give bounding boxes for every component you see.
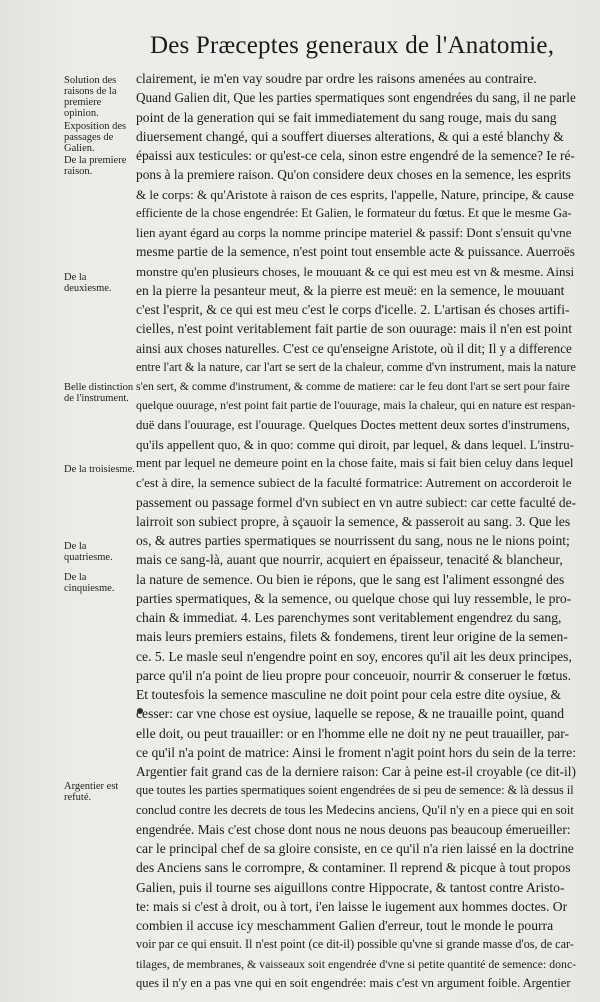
- text-line: duë dans l'ouurage, est l'ouurage. Quelques Doctes mettent deux sortes d'instrumens,: [136, 417, 570, 432]
- text-line: parties spermatiques, & la semence, ou quelque chose qui luy ressemble, le pro-: [136, 590, 572, 606]
- text-line: parce qu'il n'a point de lieu propre pour conceuoir, nourrir & conseruer le fœtus.: [136, 667, 572, 683]
- text-line: pons à la premiere raison. Qu'on considere deux choses en la semence, les esprits: [136, 167, 571, 183]
- text-line: point de la generation qui se fait immediatement du sang rouge, mais du sang: [136, 109, 557, 125]
- text-line: la nature de semence. Ou bien ie répons, que le sang est l'aliment essongné des: [136, 571, 565, 587]
- text-line: cesser: car vne chose est oysiue, laquelle se repose, & ne trauaille point, quand: [136, 706, 565, 722]
- text-line: engendrée. Mais c'est chose dont nous ne nous deuons pas beaucoup émerueiller:: [136, 821, 571, 837]
- text-line: conclud contre les decrets de tous les Medecins anciens, Qu'il n'y en a piece qui en soit: [136, 802, 574, 817]
- text-line: diuersement changé, qui a souffert diuerses alterations, & qui a esté blanchy &: [136, 128, 564, 144]
- text-line: que toutes les parties spermatiques soient engendrées de si peu de semence: & là dessus il: [136, 783, 574, 798]
- text-line: en la pierre la pesanteur meut, & la pierre est meuë: en la semence, le mouuant: [136, 282, 565, 298]
- text-line: monstre qu'en plusieurs choses, le mouuant & ce qui est meu est vn & mesme. Ainsi: [136, 263, 575, 279]
- text-line: ce. 5. Le masle seul n'engendre point en soy, encores qu'il ait les deux principes,: [136, 648, 572, 664]
- text-line: mais leurs premiers estains, filets & fondemens, tirent leur origine de la semen-: [136, 629, 568, 645]
- text-line: ainsi aux choses naturelles. C'est ce qu'enseigne Aristote, où il dit; Il y a difference: [136, 340, 572, 356]
- text-line: mais ce sang-là, auant que nourrir, acquiert en épaisseur, tenacité & blancheur,: [136, 552, 563, 568]
- text-line: Argentier fait grand cas de la derniere raison: Car à peine est-il croyable (ce dit-il): [136, 764, 576, 779]
- text-line: tilages, de membranes, & vaisseaux soit engendrée d'vne si petite quantité de semence: donc-: [136, 956, 576, 971]
- text-line: car le principal chef de sa gloire consiste, en ce qu'il n'a rien laissé en la doctrine: [136, 841, 574, 856]
- text-line: Quand Galien dit, Que les parties spermatiques sont engendrées du sang, il ne parle: [136, 90, 576, 106]
- text-line: passement ou passage formel d'vn subiect en vn autre subiect: car cette faculté de-: [136, 494, 576, 510]
- text-line: Galien, puis il tourne ses aiguillons contre Hippocrate, & tantost contre Aristo-: [136, 879, 565, 895]
- text-line: te: mais si c'est à droit, ou à tort, i'en laisse le iugement aux hommes doctes. Or: [136, 898, 568, 914]
- text-line: qu'ils appellent quo, & in quo: comme qui diroit, par lequel, & dans lequel. L'instru-: [136, 436, 574, 452]
- running-head: Des Præceptes generaux de l'Anatomie,: [150, 32, 555, 59]
- text-line: ment par lequel ne demeure point en la chose faite, mais si fait bien celuy dans lequel: [136, 456, 574, 470]
- margin-note-cinquiesme: De la cinquiesme.: [64, 572, 115, 594]
- text-line: combien il accuse icy meschamment Galien d'erreur, tout le monde le pourra: [136, 918, 554, 933]
- margin-note-quatriesme: De la quatriesme.: [64, 541, 113, 563]
- margin-note-exposition: Exposition des passages de Galien.: [64, 121, 127, 154]
- text-line: chain & immediat. 4. Les parenchymes sont veritablement engendrez du sang,: [136, 610, 562, 625]
- margin-note-troisiesme: De la troisiesme.: [64, 464, 135, 475]
- text-line: des Anciens sans le corrompre, & contaminer. Il reprend & picque à tout propos: [136, 860, 571, 876]
- main-text: [136, 69, 576, 993]
- text-line: clairement, ie m'en vay soudre par ordre les raisons amenées au contraire.: [136, 71, 537, 86]
- text-line: lairroit son subiect propre, à sçauoir la semence, & passeroit au sang. 3. Que les: [136, 513, 571, 529]
- text-line: c'est l'esprit, & ce qui est meu c'est le corps d'icelle. 2. L'artisan és choses artifi-: [136, 302, 570, 317]
- text-line: ques il n'y en a pas vne qui en soit engendrée: mais c'est vn argument foible. Argentier: [136, 975, 571, 990]
- text-line: efficiente de la chose engendrée: Et Galien, le formateur du fœtus. Et que le mesme Ga-: [136, 205, 572, 220]
- text-line: voir par ce qui ensuit. Il n'est point (ce dit-il) possible qu'vne si grande masse d'os, de car-: [136, 937, 574, 952]
- text-line: c'est à dire, la semence subiect de la faculté formatrice: Autrement on accorderoit le: [136, 475, 572, 491]
- text-line: & le corps: & qu'Aristote à raison de ces esprits, l'appelle, Nature, principe, & cause: [136, 186, 574, 202]
- margin-note-argentier: Argentier est refuté.: [64, 781, 119, 803]
- text-line: ce qu'il n'a point de matrice: Ainsi le froment n'agit point hors du sein de la terre:: [136, 744, 576, 760]
- text-line: Et toutesfois la semence masculine ne doit point pour cela estre dite oysiue, &: [136, 687, 562, 702]
- text-line: épaissi aux testicules: or qu'est-ce cela, sinon estre engendré de la semence? Ie ré-: [136, 148, 575, 163]
- margin-note-instrument: Belle distinction de l'instrument.: [64, 382, 134, 404]
- margin-note-premiere: De la premiere raison.: [64, 155, 127, 177]
- margin-note-deuxiesme: De la deuxiesme.: [64, 272, 112, 294]
- text-line: mesme partie de la semence, n'est point tout ensemble acte & puissance. Auerroës: [136, 244, 575, 260]
- text-line: lien ayant égard au corps la nomme principe materiel & passif: Dont s'ensuit qu'vne: [136, 225, 572, 240]
- text-line: quelque ouurage, n'est point fait partie de l'ouurage, mais la chaleur, qui en nature est respan-: [136, 398, 576, 413]
- text-line: os, & autres parties spermatiques se nourrissent du sang, nous ne le nions point;: [136, 533, 570, 548]
- text-line: cielles, n'est point veritablement fait partie de son ouurage: mais il n'en est point: [136, 321, 573, 337]
- text-line: s'en sert, & comme d'instrument, & comme de matiere: car le feu dont l'art se sert pour faire: [136, 379, 570, 393]
- margin-note-solution: Solution des raisons de la premiere opinion.: [64, 75, 117, 119]
- text-line: entre l'art & la nature, car l'art se sert de la chaleur, comme d'vn instrument, mais la nature: [136, 359, 576, 374]
- text-line: elle doit, ou peut trauailler: or en l'homme elle ne doit ny ne peut trauailler, par-: [136, 725, 570, 741]
